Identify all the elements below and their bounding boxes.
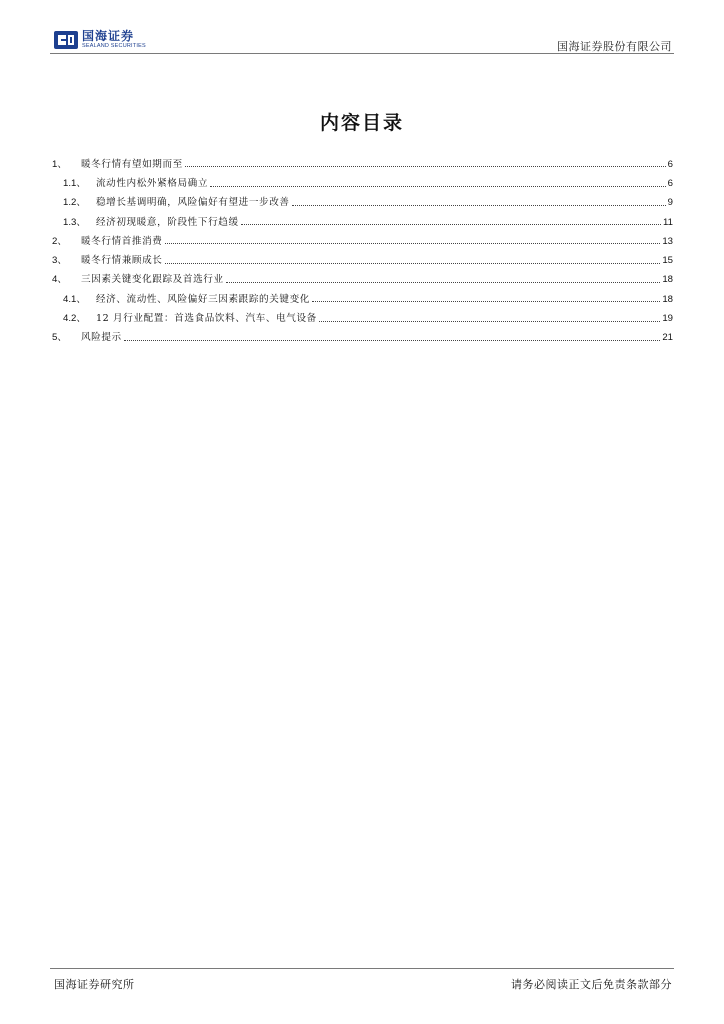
toc-entry[interactable] [52, 324, 673, 343]
toc-entry[interactable] [52, 304, 673, 323]
company-logo [54, 30, 146, 50]
toc-entry[interactable] [52, 285, 673, 304]
logo-chinese-name: 国海证券 [82, 29, 135, 43]
toc-entry-title: 流动性内松外紧格局确立 [95, 178, 209, 189]
toc-entry[interactable] [52, 266, 673, 285]
toc-entry-title: 暖冬行情首推消费 [80, 235, 163, 247]
toc-entry-title: 暖冬行情兼顾成长 [80, 255, 163, 267]
toc-entry-page: 21 [662, 332, 673, 344]
footer-institute: 国海证券研究所 [54, 978, 135, 991]
toc-entry-page: 6 [667, 178, 673, 189]
toc-entry-title: 三因素关键变化跟踪及首选行业 [80, 274, 224, 286]
toc-entry-page: 11 [663, 216, 673, 228]
company-name: 国海证券股份有限公司 [557, 40, 672, 53]
toc-entry-number: 1.1、 [63, 178, 86, 189]
table-of-contents [52, 150, 673, 343]
toc-entry-page: 15 [662, 255, 673, 267]
toc-dot-leader [165, 263, 661, 264]
toc-entry-title: 暖冬行情有望如期而至 [80, 158, 183, 170]
toc-entry-title: 经济、流动性、风险偏好三因素跟踪的关键变化 [95, 293, 311, 305]
footer-disclaimer-note: 请务必阅读正文后免责条款部分 [511, 978, 672, 991]
toc-dot-leader [124, 340, 661, 341]
toc-entry-title: 风险提示 [80, 332, 122, 344]
toc-dot-leader [165, 243, 661, 244]
toc-entry-title: 经济初现暖意，阶段性下行趋缓 [95, 216, 239, 228]
toc-entry-page: 18 [662, 274, 673, 286]
toc-dot-leader [312, 301, 660, 302]
sealand-logo-icon [54, 31, 78, 49]
toc-entry-number: 4、 [52, 274, 67, 286]
toc-entry[interactable] [52, 208, 673, 227]
toc-entry-page: 18 [662, 293, 673, 305]
toc-entry-page: 6 [667, 158, 673, 170]
toc-entry-number: 2、 [52, 235, 67, 247]
toc-entry-number: 1、 [52, 158, 67, 170]
toc-dot-leader [210, 186, 666, 187]
toc-entry[interactable] [52, 246, 673, 265]
toc-entry-number: 5、 [52, 332, 67, 344]
toc-entry[interactable] [52, 227, 673, 246]
toc-entry-page: 19 [662, 313, 673, 325]
toc-entry-number: 4.1、 [63, 293, 86, 305]
footer-divider [50, 968, 674, 969]
toc-dot-leader [226, 282, 661, 283]
toc-entry-page: 9 [667, 197, 673, 209]
toc-entry-number: 1.3、 [63, 216, 86, 228]
header-divider [50, 53, 674, 54]
toc-dot-leader [185, 166, 666, 167]
toc-entry-title: 12 月行业配置：首选食品饮料、汽车、电气设备 [95, 313, 317, 325]
toc-entry-number: 3、 [52, 255, 67, 267]
toc-dot-leader [319, 321, 660, 322]
toc-entry-page: 13 [662, 235, 673, 247]
page-header [0, 0, 724, 56]
toc-entry-number: 1.2、 [63, 197, 86, 209]
toc-title: 内容目录 [319, 112, 404, 134]
toc-entry[interactable] [52, 150, 673, 169]
logo-english-name: SEALAND SECURITIES [82, 43, 146, 49]
toc-entry[interactable] [52, 169, 673, 188]
toc-dot-leader [292, 205, 666, 206]
toc-dot-leader [241, 224, 661, 225]
toc-entry-title: 稳增长基调明确，风险偏好有望进一步改善 [95, 197, 290, 209]
toc-entry-number: 4.2、 [63, 313, 86, 325]
toc-entry[interactable] [52, 189, 673, 208]
